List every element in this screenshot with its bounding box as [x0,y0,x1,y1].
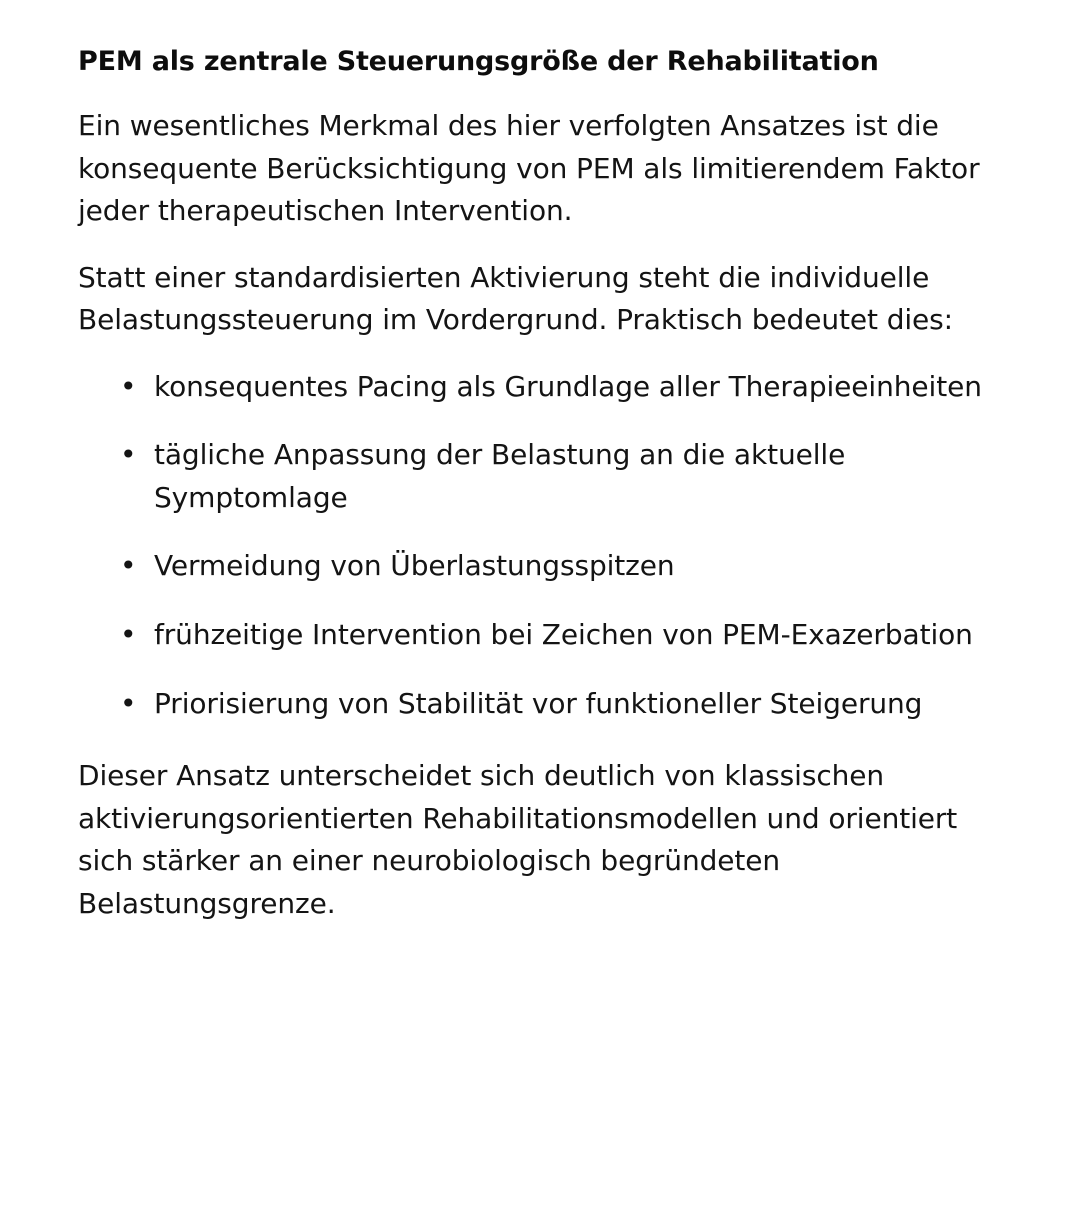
page-title: PEM als zentrale Steuerungsgröße der Rehabilitation [78,46,879,77]
bullet-icon: • [120,369,137,403]
bullet-icon: • [120,549,137,583]
list-item [120,614,1002,657]
list-item-label: Vermeidung von Überlastungsspitzen [154,549,675,583]
bullet-icon: • [120,438,137,472]
paragraph-lead-in: Statt einer standardisierten Aktivierung steht die individuelle Belastungssteuerung im Vordergrund. Praktisch bedeutet dies: [78,260,953,337]
practice-bullet-list [78,366,1002,725]
list-item-label: frühzeitige Intervention bei Zeichen von PEM-Exazerbation [154,618,973,652]
list-item [120,545,1002,588]
list-item-label: tägliche Anpassung der Belastung an die aktuelle Symptomlage [154,438,846,514]
list-item-label: Priorisierung von Stabilität vor funktioneller Steigerung [154,686,923,720]
paragraph-intro: Ein wesentliches Merkmal des hier verfolgten Ansatzes ist die konsequente Berücksichtigung von PEM als limitierendem Faktor jeder therapeutischen Intervention. [78,109,980,228]
bullet-icon: • [120,686,137,720]
list-item-label: konsequentes Pacing als Grundlage aller Therapieeinheiten [154,369,982,403]
list-item [120,434,1002,519]
paragraph-conclusion: Dieser Ansatz unterscheidet sich deutlich von klassischen aktivierungsorientierten Rehabilitationsmodellen und orientiert sich stärker an einer neurobiologisch begründeten Belastungsgrenze. [78,759,958,920]
bullet-icon: • [120,618,137,652]
bullet-list-block [78,366,1002,725]
list-item [120,366,1002,409]
list-item [120,683,1002,726]
